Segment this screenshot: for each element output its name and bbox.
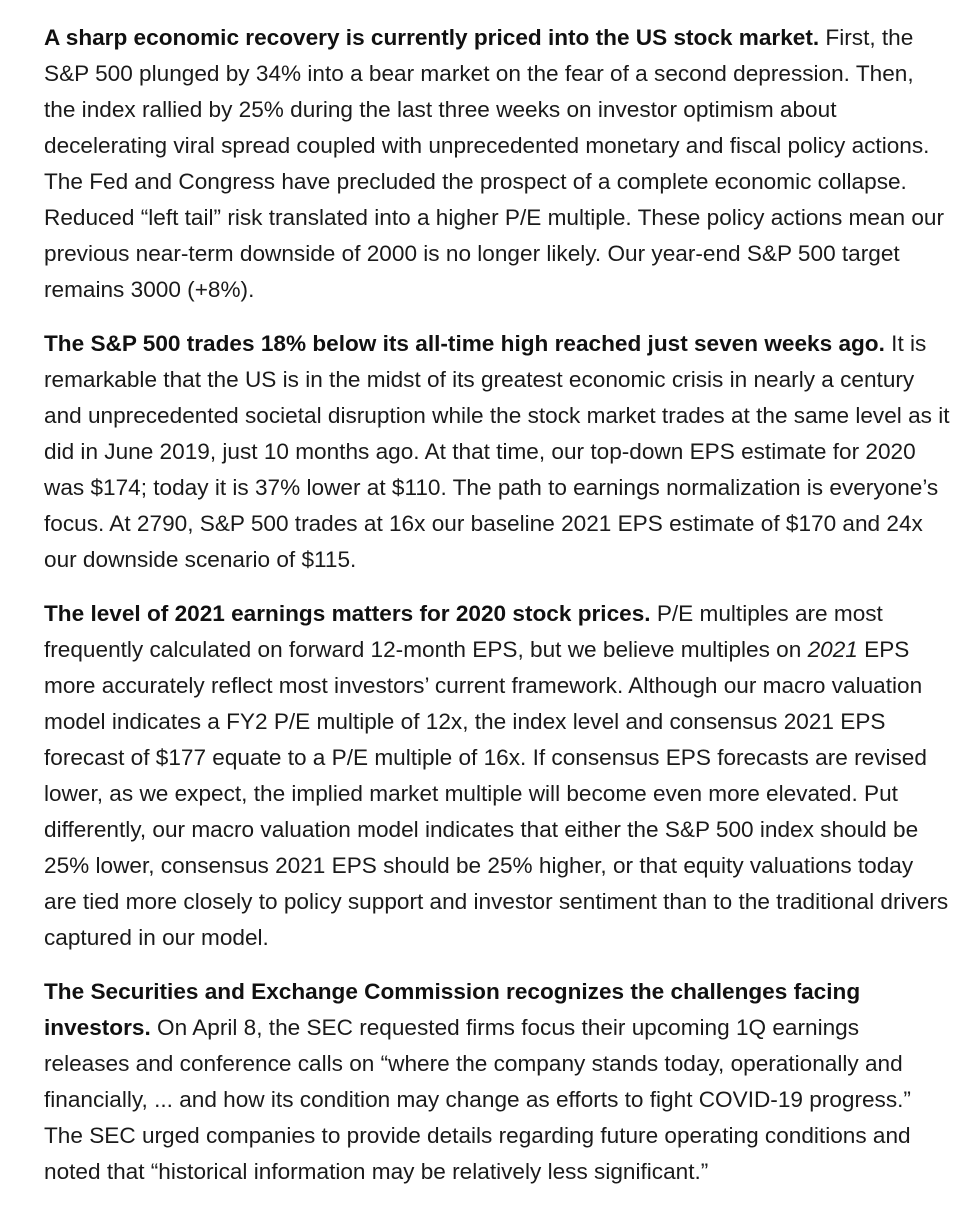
paragraph-emphasis: 2021: [807, 637, 858, 662]
paragraph-lead: The S&P 500 trades 18% below its all-time high reached just seven weeks ago.: [44, 331, 885, 356]
document-page: [44, 20, 950, 1208]
paragraph-body: On April 8, the SEC requested firms focus their upcoming 1Q earnings releases and conference calls on “where the company stands today, operationally and financially, ... and how its condition may change as efforts to fight COVID-19 progress.” The SEC urged companies to provide details regarding future operating conditions and noted that “historical information may be relatively less significant.”: [44, 1015, 911, 1184]
paragraph-body: It is remarkable that the US is in the midst of its greatest economic crisis in nearly a century and unprecedented societal disruption while the stock market trades at the same level as it did in June 2019, just 10 months ago. At that time, our top-down EPS estimate for 2020 was $174; today it is 37% lower at $110. The path to earnings normalization is everyone’s focus. At 2790, S&P 500 trades at 16x our baseline 2021 EPS estimate of $170 and 24x our downside scenario of $115.: [44, 331, 950, 572]
paragraph-sec-challenges: [44, 974, 950, 1190]
paragraph-lead: The Securities and Exchange Commission recognizes the challenges facing investors.: [44, 979, 861, 1040]
paragraph-body: P/E multiples are most frequently calculated on forward 12-month EPS, but we believe multiples on: [44, 601, 883, 662]
paragraph-lead: A sharp economic recovery is currently priced into the US stock market.: [44, 25, 820, 50]
paragraph-body: First, the S&P 500 plunged by 34% into a bear market on the fear of a second depression. Then, the index rallied by 25% during the last three weeks on investor optimism about decelerating viral spread coupled with unprecedented monetary and fiscal policy actions. The Fed and Congress have precluded the prospect of a complete economic collapse. Reduced “left tail” risk translated into a higher P/E multiple. These policy actions mean our previous near-term downside of 2000 is no longer likely. Our year-end S&P 500 target remains 3000 (+8%).: [44, 25, 945, 302]
paragraph-below-all-time-high: [44, 326, 950, 578]
paragraph-recovery-priced-in: [44, 20, 950, 308]
paragraph-lead: The level of 2021 earnings matters for 2020 stock prices.: [44, 601, 651, 626]
paragraph-2021-earnings: [44, 596, 950, 956]
paragraph-body-continued: EPS more accurately reflect most investors’ current framework. Although our macro valuation model indicates a FY2 P/E multiple of 12x, the index level and consensus 2021 EPS forecast of $177 equate to a P/E multiple of 16x. If consensus EPS forecasts are revised lower, as we expect, the implied market multiple will become even more elevated. Put differently, our macro valuation model indicates that either the S&P 500 index should be 25% lower, consensus 2021 EPS should be 25% higher, or that equity valuations today are tied more closely to policy support and investor sentiment than to the traditional drivers captured in our model.: [44, 637, 949, 950]
